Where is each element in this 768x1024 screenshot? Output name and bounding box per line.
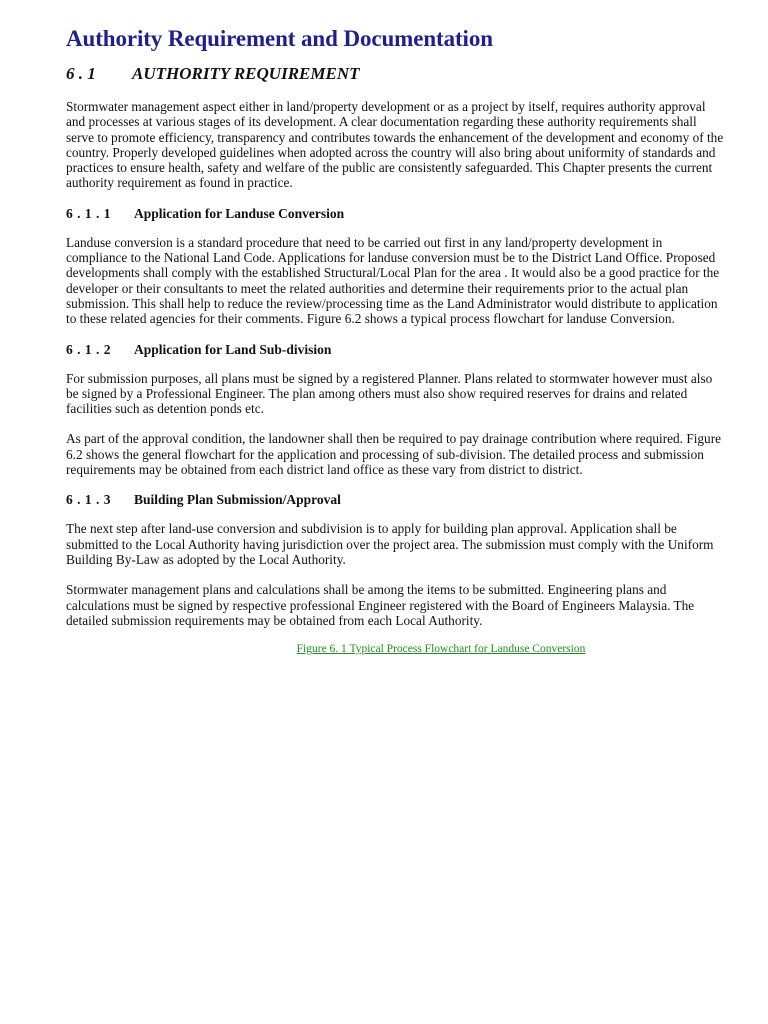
subsection-heading-landuse <box>66 205 726 223</box>
subsection-number: 6 . 1 . 1 <box>66 205 111 221</box>
landuse-paragraph: Landuse conversion is a standard procedure that need to be carried out first in any land/property development in compliance to the National Land Code. Applications for landuse conversion must be to the District Land Office. Proposed developments shall comply with the established Structural/Local Plan for the area . It would also be a good practice for the developer or their consultants to meet the related authorities and determine their requirements prior to the actual plan submission. This shall help to reduce the review/processing time as the Land Administrator would distribute to application to these related agencies for their comments. Figure 6.2 shows a typical process flowchart for landuse Conversion. <box>66 234 720 327</box>
building-plan-paragraph-1: The next step after land-use conversion and subdivision is to apply for building plan approval. Application shall be submitted to the Local Authority having jurisdiction over the project area. The submission must comply with the Uniform Building By-Law as adopted by the Local Authority. <box>66 521 714 567</box>
document-title: Authority Requirement and Documentation <box>66 26 493 51</box>
figure-link[interactable]: Figure 6. 1 Typical Process Flowchart for Landuse Conversion <box>296 643 586 656</box>
subdivision-paragraph-2: As part of the approval condition, the landowner shall then be required to pay drainage contribution where required. Figure 6.2 shows the general flowchart for the application and processing of sub-division. The detailed process and submission requirements may be obtained from each district land office as these vary from district to district. <box>66 431 722 478</box>
section-title: AUTHORITY REQUIREMENT <box>132 64 360 83</box>
document-page <box>66 24 726 656</box>
subsection-heading-subdivision <box>66 341 726 359</box>
building-plan-paragraph-2: Stormwater management plans and calculations shall be among the items to be submitted. Engineering plans and calculations must be signed by respective professional Engineer registered with the Board of Engineers Malaysia. The detailed submission requirements may be obtained from each Local Authority. <box>66 582 695 628</box>
section-intro-paragraph: Stormwater management aspect either in land/property development or as a project by itself, requires authority approval and processes at various stages of its development. A clear documentation regarding these authority requirements shall serve to promote efficiency, transparency and contributes towards the enhancement of the development and economy of the country. Properly developed guidelines when adopted across the country will also bring about uniformity of standards and practices to ensure health, safety and welfare of the public are consistently safeguarded. This Chapter presents the current authority requirement as found in practice. <box>66 99 724 191</box>
subsection-heading-building-plan <box>66 491 726 509</box>
subdivision-paragraph-1: For submission purposes, all plans must be signed by a registered Planner. Plans related to stormwater however must also be signed by a Professional Engineer. The plan among others must also show required reserves for drains and related facilities such as detention ponds etc. <box>66 370 713 417</box>
figure-caption <box>66 642 726 656</box>
subsection-title: Application for Landuse Conversion <box>134 205 345 221</box>
subsection-title: Building Plan Submission/Approval <box>134 492 341 508</box>
subsection-number: 6 . 1 . 2 <box>66 341 111 357</box>
subsection-number: 6 . 1 . 3 <box>66 492 111 508</box>
subsection-title: Application for Land Sub-division <box>134 341 332 357</box>
section-number: 6 . 1 <box>66 64 96 83</box>
section-heading <box>66 62 726 86</box>
